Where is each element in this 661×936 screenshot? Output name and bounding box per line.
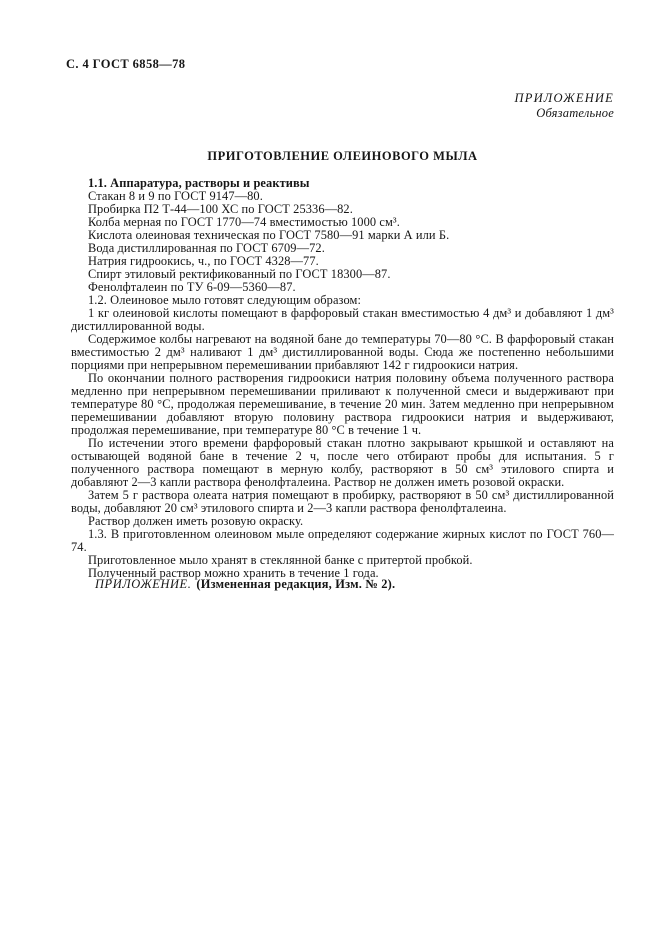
procedure-paragraph: Раствор должен иметь розовую окраску. [88, 514, 304, 528]
reagent-item-glass: Стакан 8 и 9 по ГОСТ 9147—80. [88, 189, 263, 203]
footer-revision-note: (Измененная редакция, Изм. № 2). [196, 577, 396, 591]
procedure-paragraph: По истечении этого времени фарфоровый стакан плотно закрывают крышкой и оставляют на остывающей водяной бане в течение 2 ч, после чего отбирают пробы для испытания. 5 г полученного раствора помещают в мерную колбу, растворяют в 50 см³ этилового спирта и добавляют 2—3 капли раствора фенолфталеина. Раствор не должен иметь розовой окраски. [71, 436, 614, 489]
reagent-item-sodium-hydroxide: Натрия гидроокись, ч., по ГОСТ 4328—77. [88, 254, 319, 268]
storage-paragraph: Полученный раствор можно хранить в течение 1 года. [88, 566, 379, 580]
reagent-item-phenolphthalein: Фенолфталеин по ТУ 6-09—5360—87. [88, 280, 296, 294]
clause-1-3: 1.3. В приготовленном олеиновом мыле определяют содержание жирных кислот по ГОСТ 760—74. [71, 527, 614, 554]
annex-block [71, 91, 614, 121]
reagent-item-water: Вода дистиллированная по ГОСТ 6709—72. [88, 241, 325, 255]
document-body [71, 177, 614, 580]
footer-note [71, 578, 614, 591]
clause-1-2-heading: 1.2. Олеиновое мыло готовят следующим образом: [88, 293, 362, 307]
procedure-paragraph: Содержимое колбы нагревают на водяной бане до температуры 70—80 °С. В фарфоровый стакан вместимостью 2 дм³ наливают 1 дм³ дистиллированной воды. Сюда же постепенно небольшими порциями при непрерывном перемешивании прибавляют 142 г гидроокиси натрия. [71, 332, 614, 372]
clause-1-1-heading: 1.1. Аппаратура, растворы и реактивы [88, 176, 310, 190]
document-title: ПРИГОТОВЛЕНИЕ ОЛЕИНОВОГО МЫЛА [207, 149, 478, 163]
page-header: С. 4 ГОСТ 6858—78 [66, 57, 186, 71]
reagent-item-tube: Пробирка П2 Т-44—100 ХС по ГОСТ 25336—82. [88, 202, 353, 216]
reagent-item-flask: Колба мерная по ГОСТ 1770—74 вместимостью 1000 см³. [88, 215, 400, 229]
annex-label: ПРИЛОЖЕНИЕ [514, 91, 614, 105]
storage-paragraph: Приготовленное мыло хранят в стеклянной банке с притертой пробкой. [88, 553, 473, 567]
footer-annex-ref: ПРИЛОЖЕНИЕ. [95, 577, 192, 591]
reagent-item-ethanol: Спирт этиловый ректификованный по ГОСТ 18300—87. [88, 267, 391, 281]
reagent-item-oleic-acid: Кислота олеиновая техническая по ГОСТ 7580—91 марки А или Б. [88, 228, 450, 242]
procedure-paragraph: Затем 5 г раствора олеата натрия помещают в пробирку, растворяют в 50 см³ дистиллированной воды, добавляют 20 см³ этилового спирта и 2—3 капли раствора фенолфталеина. [71, 488, 614, 515]
annex-sublabel: Обязательное [536, 106, 614, 120]
procedure-paragraph: 1 кг олеиновой кислоты помещают в фарфоровый стакан вместимостью 4 дм³ и добавляют 1 дм³ дистиллированной воды. [71, 306, 614, 333]
procedure-paragraph: По окончании полного растворения гидроокиси натрия половину объема полученного раствора медленно при непрерывном перемешивании приливают к полученной смеси и выдерживают при температуре 80 °С, продолжая перемешивание, в течение 20 мин. Затем медленно при непрерывном перемешивании добавляют вторую половину раствора гидроокиси натрия и выдерживают, продолжая перемешивание, при температуре 80 °С в течение 1 ч. [71, 371, 614, 437]
